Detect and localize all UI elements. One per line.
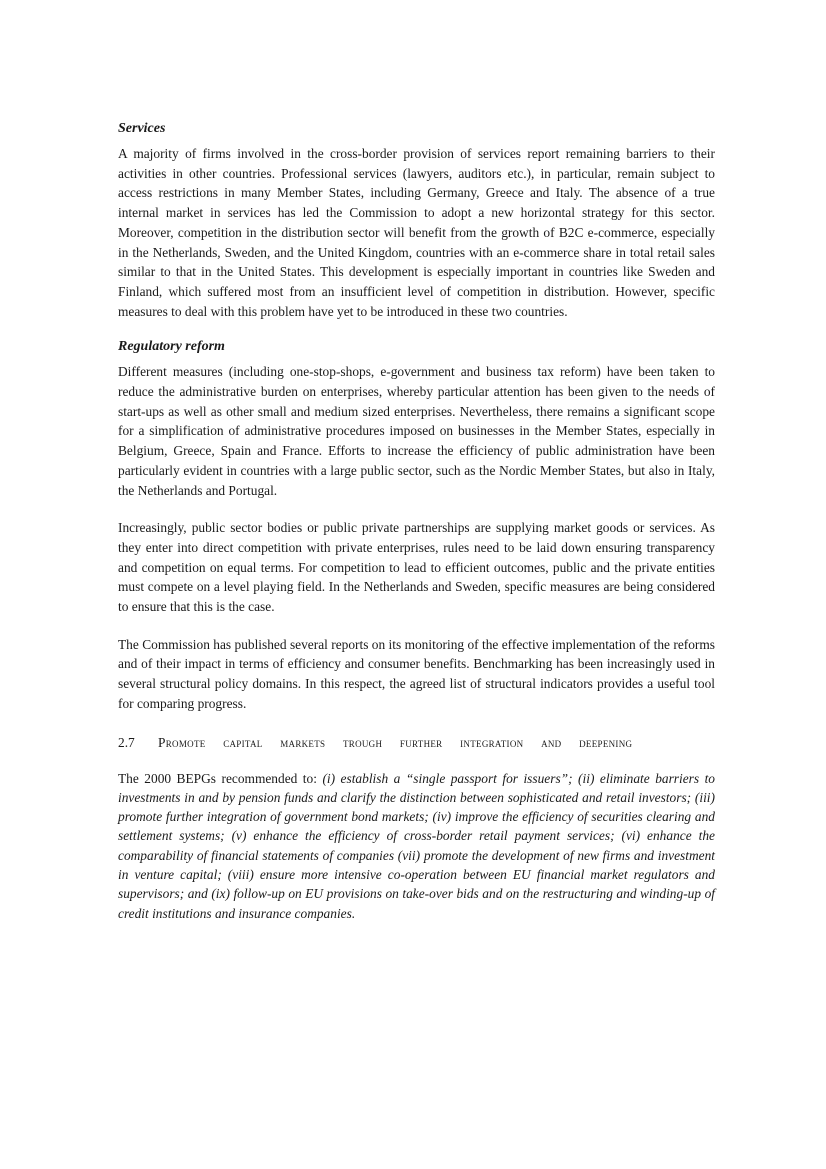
section-number: 2.7 xyxy=(118,734,135,750)
regulatory-reform-paragraph-2: Increasingly, public sector bodies or public private partnerships are supplying market goods or services. As they enter into direct competition with private enterprises, rules need to be laid down ensuring transparency and competition on equal terms. For competition to lead to efficient outcomes, public and the private entities must compete on a level playing field. In the Netherlands and Sweden, specific measures are being considered to ensure that this is the case. xyxy=(118,520,715,615)
services-paragraph: A majority of firms involved in the cross-border provision of services report remaining barriers to their activities in other countries. Professional services (lawyers, auditors etc.), in particular, remain subject to access restrictions in many Member States, including Germany, Greece and Italy. The absence of a true internal market in services has led the Commission to adopt a new horizontal strategy for this sector. Moreover, competition in the distribution sector will benefit from the growth of B2C e-commerce, especially in the Netherlands, Sweden, and the United Kingdom, countries with an e-commerce share in total retail sales similar to that in the United States. This development is especially important in countries like Sweden and Finland, which suffered most from an insufficient level of competition in distribution. However, specific measures to deal with this problem have yet to be introduced in these two countries. xyxy=(118,146,715,319)
bepg-recommendations-list: (i) establish a “single passport for issuers”; (ii) eliminate barriers to investments in and by pension funds and clarify the distinction between sophisticated and retail investors; (iii) promote further integration of government bond markets; (iv) improve the efficiency of securities clearing and settlement systems; (v) enhance the efficiency of cross-border retail payment services; (vi) enhance the comparability of financial statements of companies (vii) promote the development of new firms and investment in venture capital; (viii) ensure more intensive co-operation between EU financial market regulators and supervisors; and (ix) follow-up on EU provisions on take-over bids and on the restructuring and winding-up of credit institutions and insurance companies. xyxy=(118,770,716,921)
section-heading xyxy=(118,733,715,752)
services-heading: Services xyxy=(118,121,166,136)
document-page xyxy=(118,119,715,936)
bepg-recommendations-paragraph xyxy=(118,769,715,923)
section-title: Promote capital markets trough further integration and deepening xyxy=(158,734,633,750)
bepg-lead-text: The 2000 BEPGs recommended to: xyxy=(118,770,323,786)
regulatory-reform-paragraph-1: Different measures (including one-stop-shops, e-government and business tax reform) have been taken to reduce the administrative burden on enterprises, whereby particular attention has been given to the needs of start-ups as well as other small and medium sized enterprises. Nevertheless, there remains a significant scope for a simplification of administrative procedures imposed on businesses in the Member States, especially in Belgium, Greece, Spain and France. Efforts to increase the efficiency of public administration have been particularly evident in countries with a large public sector, such as the Nordic Member States, but also in Italy, the Netherlands and Portugal. xyxy=(118,364,715,498)
regulatory-reform-heading: Regulatory reform xyxy=(118,339,225,355)
regulatory-reform-paragraph-3: The Commission has published several reports on its monitoring of the effective implementation of the reforms and of their impact in terms of efficiency and consumer benefits. Benchmarking has been increasingly used in several structural policy domains. In this respect, the agreed list of structural indicators provides a useful tool for comparing progress. xyxy=(118,636,715,711)
